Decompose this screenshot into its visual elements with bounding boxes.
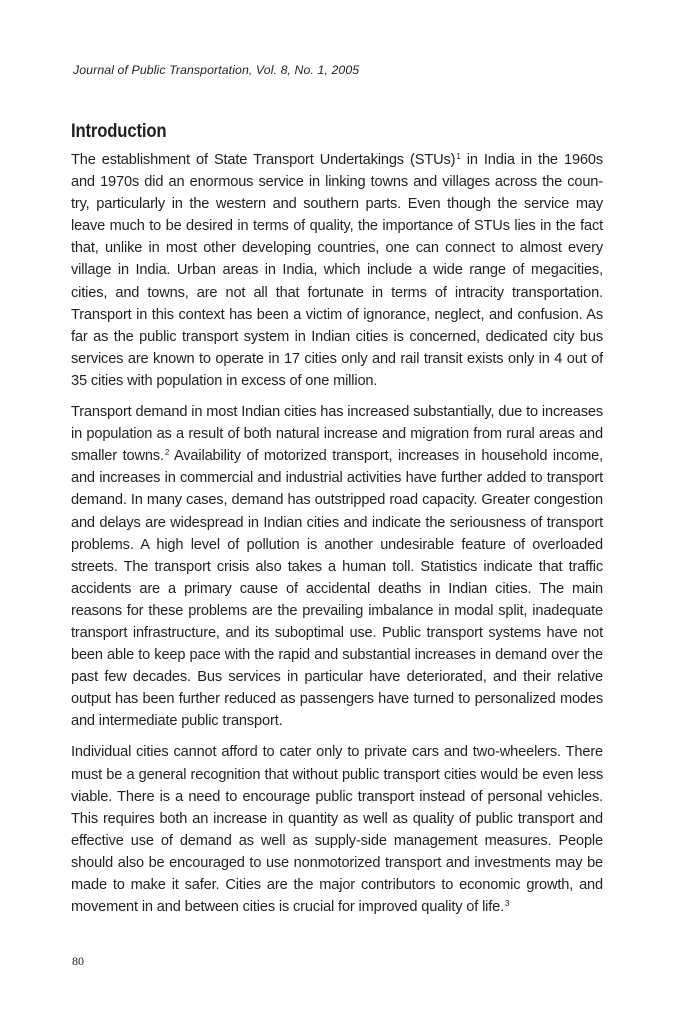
footnote-marker: 1 [456, 152, 461, 161]
footnote-marker: 2 [164, 448, 170, 458]
footnote-marker: 3 [505, 899, 510, 909]
paragraph-text: in India in the 1960s and 1970s did an enormous service in linking towns and villages across the coun-try, particularly in the western and southern parts. Even though the service may leave much to be desired in terms of quality, the importance of STUs lies in the fact that, unlike in most other developing countries, one can connect to almost every village in India. Urban areas in India, which include a wide range of megacities, cities, and towns, are not all that fortunate in terms of intracity transportation. Transport in this context has been a victim of ignorance, neglect, and confusion. As far as the public transport system in Indian cities is concerned, dedicated city bus services are known to operate in 17 cities only and rail transit exists only in 4 out of 35 cities with population in excess of one million. [71, 152, 603, 389]
paragraph-text: Availability of motorized transport, increases in household income, and increases in commercial and industrial activities have further added to transport demand. In many cases, demand has outstripped road capacity. Greater congestion and delays are widespread in Indian cities and indicate the seriousness of transport problems. A high level of pollution is another undesirable feature of overloaded streets. The transport crisis also takes a human toll. Statistics indicate that traffic accidents are a primary cause of accidental deaths in Indian cities. The main reasons for these problems are the prevailing imbalance in modal split, inadequate transport infrastructure, and its suboptimal use. Public transport systems have not been able to keep pace with the rapid and substantial increases in demand over the past few decades. Bus services in particular have deteriorated, and their relative output has been further reduced as passengers have turned to personalized modes and intermediate public transport. [71, 448, 603, 730]
paragraph-1 [71, 149, 603, 392]
paragraph-text: Transport demand in most Indian cities has increased substantially, due to increases in population as a result of both natural increase and migration from rural areas and smaller towns. [71, 404, 603, 465]
paragraph-2 [71, 401, 603, 732]
paragraph-text: The establishment of State Transport Undertakings (STUs) [71, 152, 456, 168]
paragraph-3 [71, 741, 603, 918]
paragraph-text: Individual cities cannot afford to cater only to private cars and two-wheelers. There must be a general recognition that without public transport cities would be even less viable. There is a need to encourage public transport instead of personal vehicles. This requires both an increase in quantity as well as quality of public transport and effective use of demand as well as supply-side management measures. People should also be encouraged to use nonmotorized transport and investments may be made to make it safer. Cities are the major contributors to economic growth, and movement in and between cities is crucial for improved quality of life. [71, 744, 603, 916]
body-text [71, 149, 603, 927]
section-heading: Introduction [71, 121, 167, 142]
page-number: 80 [72, 954, 84, 968]
running-header: Journal of Public Transportation, Vol. 8, No. 1, 2005 [73, 63, 360, 77]
